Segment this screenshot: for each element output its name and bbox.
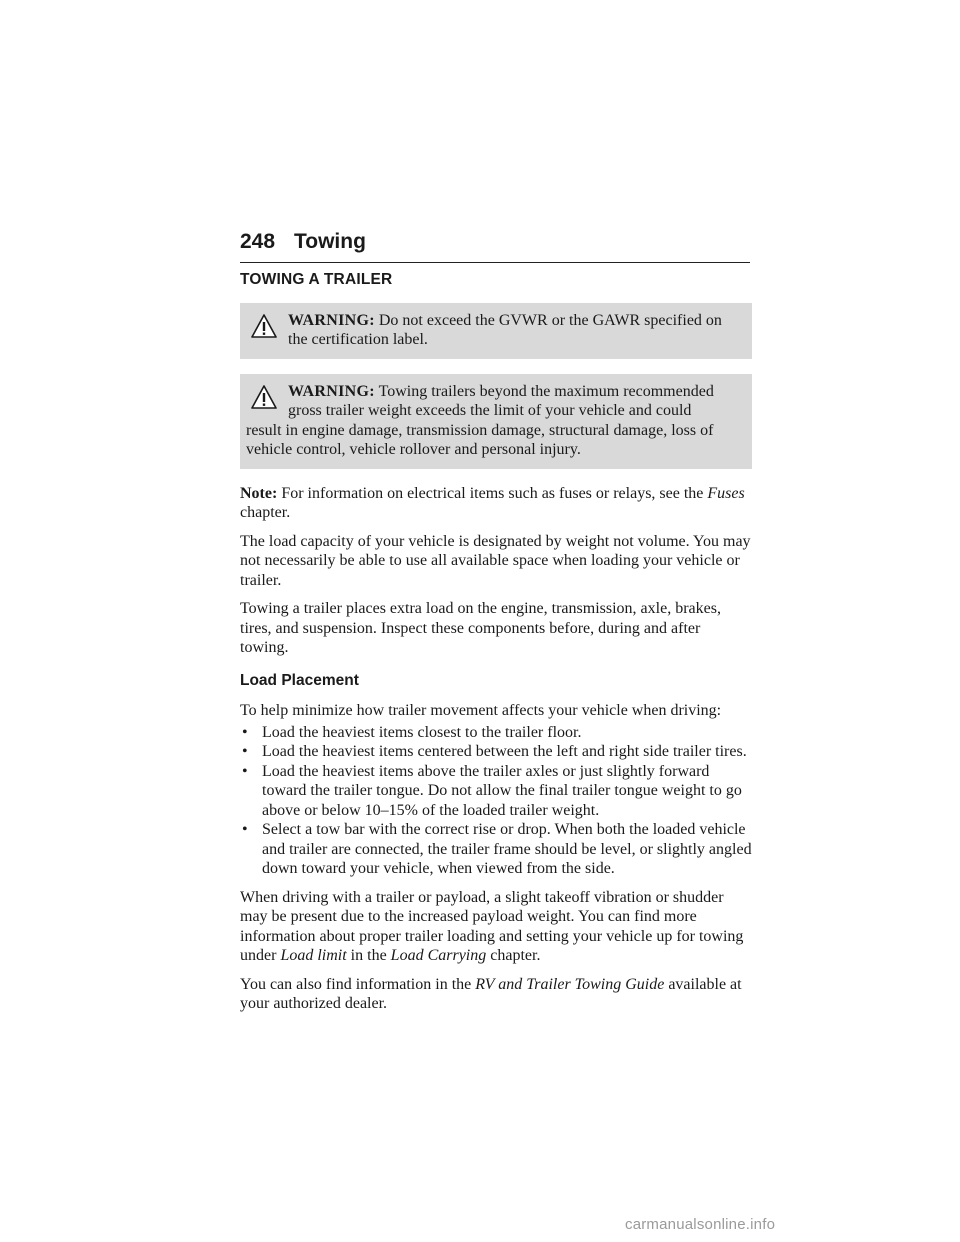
note-reference: Fuses bbox=[707, 484, 745, 502]
warning-indented-lines bbox=[246, 382, 742, 421]
load-placement-intro: To help minimize how trailer movement affects your vehicle when driving: bbox=[240, 702, 722, 719]
bullet-icon: • bbox=[242, 743, 248, 760]
paragraph-extra-load: Towing a trailer places extra load on the engine, transmission, axle, brakes, tires, and suspension. Inspect these components before, during and after towing. bbox=[240, 600, 721, 656]
list-item bbox=[240, 820, 752, 879]
warning-label: WARNING: bbox=[288, 311, 375, 329]
warning-text-continued: the certification label. bbox=[288, 331, 428, 348]
warning-box-1 bbox=[240, 303, 752, 359]
warning-triangle-icon bbox=[250, 313, 278, 339]
section-heading: TOWING A TRAILER bbox=[240, 271, 393, 288]
list-item-text: Load the heaviest items centered between the left and right side trailer tires. bbox=[262, 743, 747, 760]
list-item-text: Select a tow bar with the correct rise or drop. When both the loaded vehicle and trailer are connected, the trailer frame should be level, or slightly angled down toward your vehicle, when viewed from the side. bbox=[262, 821, 752, 877]
warning-text-line-2: gross trailer weight exceeds the limit of your vehicle and could bbox=[288, 402, 692, 419]
page-title: Towing bbox=[294, 230, 366, 253]
list-item bbox=[240, 723, 752, 743]
page-header bbox=[240, 230, 750, 263]
warning-label: WARNING: bbox=[288, 382, 375, 400]
list-item bbox=[240, 742, 752, 762]
note-paragraph bbox=[240, 484, 752, 523]
paragraph-text: You can also find information in the bbox=[240, 975, 472, 993]
paragraph-text: available at your authorized dealer. bbox=[240, 975, 742, 1012]
warning-text: Towing trailers beyond the maximum recommended bbox=[378, 382, 714, 400]
load-carrying-reference: Load Carrying bbox=[390, 947, 487, 964]
note-text: For information on electrical items such as fuses or relays, see the bbox=[281, 484, 704, 502]
paragraph-load-capacity: The load capacity of your vehicle is designated by weight not volume. You may not necessarily be able to use all available space when loading your vehicle or trailer. bbox=[240, 532, 751, 589]
page-content bbox=[240, 270, 752, 1023]
note-label: Note: bbox=[240, 484, 278, 502]
towing-guide-reference: RV and Trailer Towing Guide bbox=[475, 975, 665, 993]
bullet-icon: • bbox=[242, 723, 248, 741]
load-placement-list bbox=[240, 723, 752, 879]
subheading-load-placement: Load Placement bbox=[240, 671, 359, 689]
warning-triangle-icon bbox=[250, 384, 278, 410]
paragraph-text: in the bbox=[350, 947, 387, 964]
note-text-end: chapter. bbox=[240, 504, 291, 521]
watermark: carmanualsonline.info bbox=[625, 1216, 776, 1233]
bullet-icon: • bbox=[242, 762, 248, 780]
bullet-icon: • bbox=[242, 821, 248, 838]
paragraph-text: When driving with a trailer or payload, a slight takeoff vibration or shudder may be present due to the increased payload weight. You can find more information about proper trailer loading and setting your vehicle up for towing under bbox=[240, 888, 744, 964]
paragraph-driving-vibration bbox=[240, 888, 752, 966]
warning-text: Do not exceed the GVWR or the GAWR specified on bbox=[378, 311, 722, 329]
list-item-text: Load the heaviest items above the trailer axles or just slightly forward toward the trailer tongue. Do not allow the final trailer tongue weight to go above or below 10–15% of the loaded trailer weight. bbox=[262, 762, 742, 819]
list-item bbox=[240, 762, 752, 821]
list-item-text: Load the heaviest items closest to the trailer floor. bbox=[262, 723, 582, 741]
page-number: 248 bbox=[240, 230, 276, 253]
warning-text-continued: result in engine damage, transmission damage, structural damage, loss of vehicle control, vehicle rollover and personal injury. bbox=[246, 421, 714, 458]
warning-box-2 bbox=[240, 374, 752, 469]
paragraph-text: chapter. bbox=[490, 947, 541, 964]
paragraph-towing-guide bbox=[240, 975, 752, 1014]
load-limit-reference: Load limit bbox=[280, 947, 347, 964]
